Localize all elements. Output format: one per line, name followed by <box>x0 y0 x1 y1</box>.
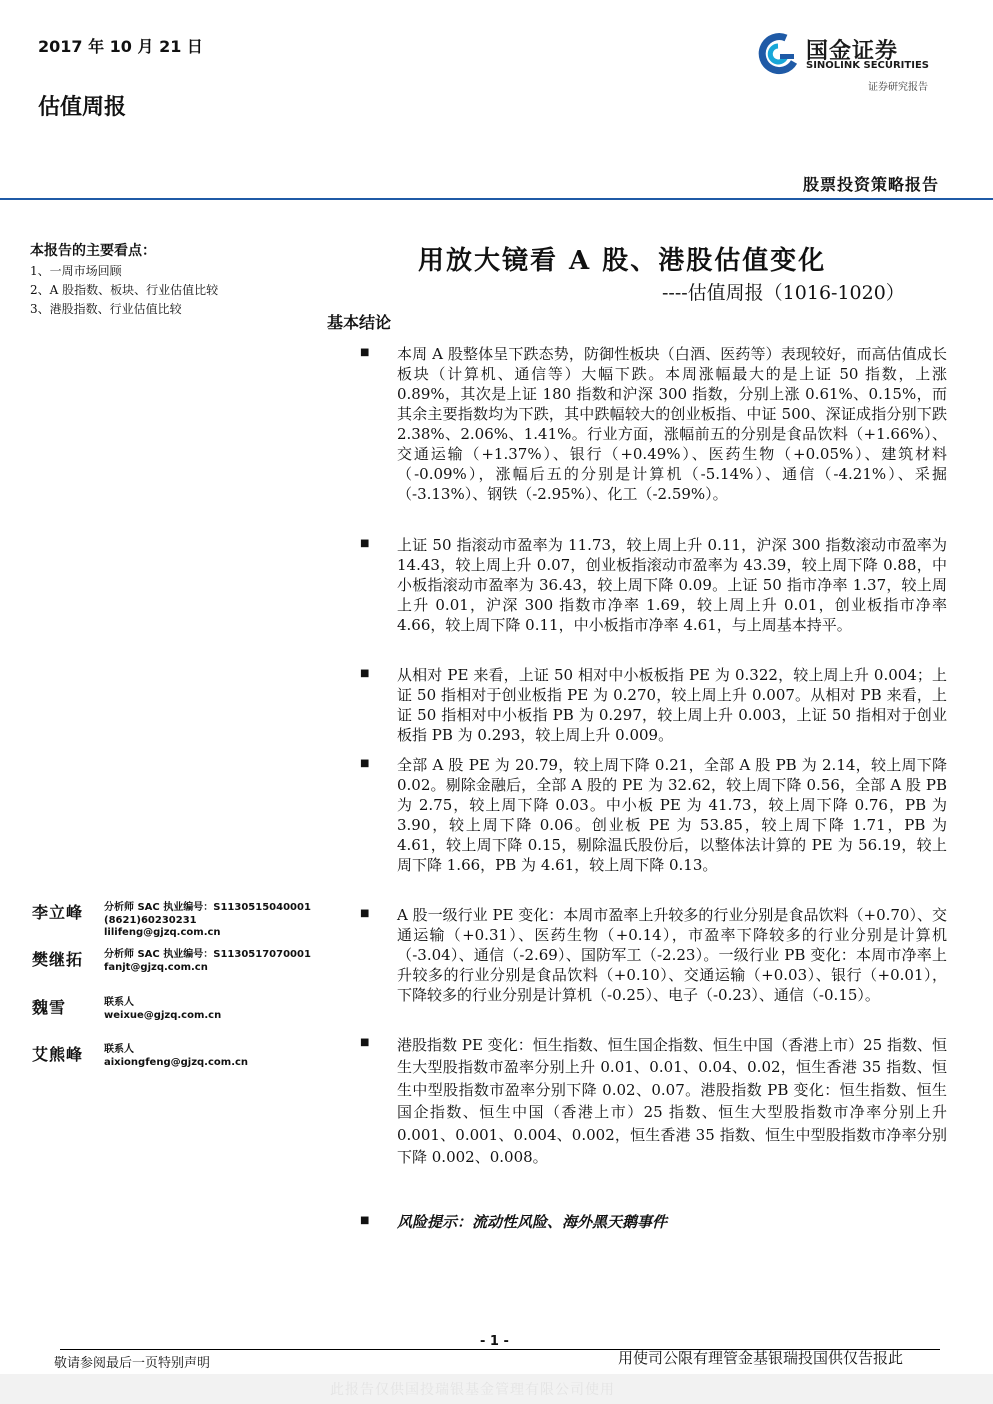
analyst-sac-id: 分析师 SAC 执业编号：S1130515040001 <box>104 902 311 913</box>
analyst-contact <box>104 902 334 940</box>
logo-en-text: SINOLINK SECURITIES <box>806 60 929 71</box>
analyst-name: 李立峰 <box>32 903 84 922</box>
page-number: - 1 - <box>480 1334 509 1349</box>
conclusion-text: 港股指数 PE 变化：恒生指数、恒生国企指数、恒生中国（香港上市）25 指数、恒生大型股指数市盈率分别上升 0.01、0.01、0.04、0.02，恒生香港 35 指数、恒生中型股指数市盈率分别下降 0.02、0.07。港股指数 PB 变化：恒生指数、恒生国企指数、恒生中国（香港上市）25 指数、恒生大型股指数市净率分别上升 0.001、0.001、0.004、0.002，恒生香港 35 指数、恒生中型股指数市净率分别下降 0.002、0.008。 <box>397 1036 947 1167</box>
bullet-square-icon: ■ <box>360 668 370 679</box>
bullet-square-icon: ■ <box>360 347 370 358</box>
bullet-square-icon: ■ <box>360 1037 370 1048</box>
highlight-item: 2、A 股指数、板块、行业估值比较 <box>30 283 219 297</box>
bullet-square-icon: ■ <box>360 908 370 919</box>
watermark-bar <box>0 1374 993 1404</box>
analyst-contact <box>104 1044 334 1069</box>
bullet-square-icon: ■ <box>360 538 370 549</box>
logo-sub-text: 证券研究报告 <box>868 82 928 93</box>
report-title: 用放大镜看 A 股、港股估值变化 <box>418 246 827 276</box>
watermark-text: 此报告仅供国投瑞银基金管理有限公司使用 <box>330 1382 615 1398</box>
analyst-contact <box>104 997 334 1022</box>
analyst-contact <box>104 949 334 974</box>
analyst-email: weixue@gjzq.com.cn <box>104 1009 222 1021</box>
bullet-square-icon: ■ <box>360 1215 370 1226</box>
sinolink-logo-icon <box>756 32 800 76</box>
report-category: 股票投资策略报告 <box>802 175 939 194</box>
company-logo <box>756 30 956 100</box>
analyst-role: 联系人 <box>104 1044 134 1055</box>
conclusion-text: 全部 A 股 PE 为 20.79，较上周下降 0.21，全部 A 股 PB 为 2.14，较上周下降 0.02。剔除金融后，全部 A 股的 PE 为 32.62，较上周下降 0.56，全部 A 股 PB 为 2.75，较上周下降 0.03。中小板 PE 为 41.73，较上周下降 0.76，PB 为 3.90，较上周下降 0.06。创业板 PE 为 53.85，较上周下降 1.71，PB 为 4.61，较上周下降 0.15，剔除温氏股份后，以整体法计算的 PE 为 56.19，较上周下降 1.66，PB 为 4.61，较上周下降 0.13。 <box>397 756 947 874</box>
analyst-name: 魏雪 <box>32 998 67 1017</box>
analyst-phone: (8621)60230231 <box>104 914 197 926</box>
bullet-square-icon: ■ <box>360 758 370 769</box>
conclusion-text: 从相对 PE 来看，上证 50 相对中小板板指 PE 为 0.322，较上周上升 0.004；上证 50 指相对于创业板指 PE 为 0.270，较上周上升 0.007。从相对 PB 来看，上证 50 指相对中小板指 PB 为 0.297，较上周上升 0.003，上证 50 指相对于创业板指 PB 为 0.293，较上周上升 0.009。 <box>397 666 947 744</box>
highlight-item: 1、一周市场回顾 <box>30 264 122 278</box>
analyst-email: aixiongfeng@gjzq.com.cn <box>104 1056 249 1068</box>
analyst-role: 联系人 <box>104 997 134 1008</box>
conclusion-text: 上证 50 指滚动市盈率为 11.73，较上周上升 0.11，沪深 300 指数滚动市盈率为 14.43，较上周上升 0.07，创业板指滚动市盈率为 43.39，较上周下降 0.88，中小板指滚动市盈率为 36.43，较上周下降 0.09。上证 50 指市净率 1.37，较上周上升 0.01，沪深 300 指数市净率 1.69，较上周上升 0.01，创业板指市净率 4.66，较上周下降 0.11，中小板指市净率 4.61，与上周基本持平。 <box>397 536 947 634</box>
report-type: 估值周报 <box>38 94 127 120</box>
header-divider <box>0 198 993 200</box>
logo-cn-text: 国金证券 <box>806 39 899 64</box>
analyst-name: 艾熊峰 <box>32 1045 84 1064</box>
conclusion-text: 本周 A 股整体呈下跌态势，防御性板块（白酒、医药等）表现较好，而高估值成长板块（计算机、通信等）大幅下跌。本周涨幅最大的是上证 50 指数，上涨 0.89%，其次是上证 180 指数和沪深 300 指数，分别上涨 0.61%、0.15%，而其余主要指数均为下跌，其中跌幅较大的创业板指、中证 500、深证成指分别下跌 2.38%、2.06%、1.41%。行业方面，涨幅前五的分别是食品饮料（+1.66%）、交通运输（+1.37%）、银行（+0.49%）、医药生物（+0.05%）、建筑材料（-0.09%），涨幅后五的分别是计算机（-5.14%）、通信（-4.21%）、采掘（-3.13%）、钢铁（-2.95%）、化工（-2.59%）。 <box>397 345 947 503</box>
analyst-email: fanjt@gjzq.com.cn <box>104 961 208 973</box>
report-date: 2017 年 10 月 21 日 <box>38 37 203 56</box>
report-subtitle: ----估值周报（1016-1020） <box>662 282 905 304</box>
conclusion-text: A 股一级行业 PE 变化：本周市盈率上升较多的行业分别是食品饮料（+0.70）、交通运输（+0.31）、医药生物（+0.14），市盈率下降较多的行业分别是计算机（-3.04）、通信（-2.69）、国防军工（-2.23）。一级行业 PB 变化：本周市净率上升较多的行业分别是食品饮料（+0.10）、交通运输（+0.03）、银行（+0.01），下降较多的行业分别是计算机（-0.25）、电子（-0.23）、通信（-0.15）。 <box>397 906 947 1004</box>
footer-usage-text: 用使司公限有理管金基银瑞投国供仅告报此 <box>618 1349 904 1367</box>
risk-text: 风险提示：流动性风险、海外黑天鹅事件 <box>397 1213 668 1231</box>
analyst-name: 樊继拓 <box>32 950 84 969</box>
section-heading: 基本结论 <box>327 313 392 332</box>
analyst-sac-id: 分析师 SAC 执业编号：S1130517070001 <box>104 949 311 960</box>
highlights-list <box>30 262 218 319</box>
highlight-item: 3、港股指数、行业估值比较 <box>30 302 182 316</box>
highlights-heading: 本报告的主要看点： <box>30 243 156 259</box>
analyst-email: lilifeng@gjzq.com.cn <box>104 927 221 938</box>
disclaimer-note: 敬请参阅最后一页特别声明 <box>54 1356 211 1371</box>
